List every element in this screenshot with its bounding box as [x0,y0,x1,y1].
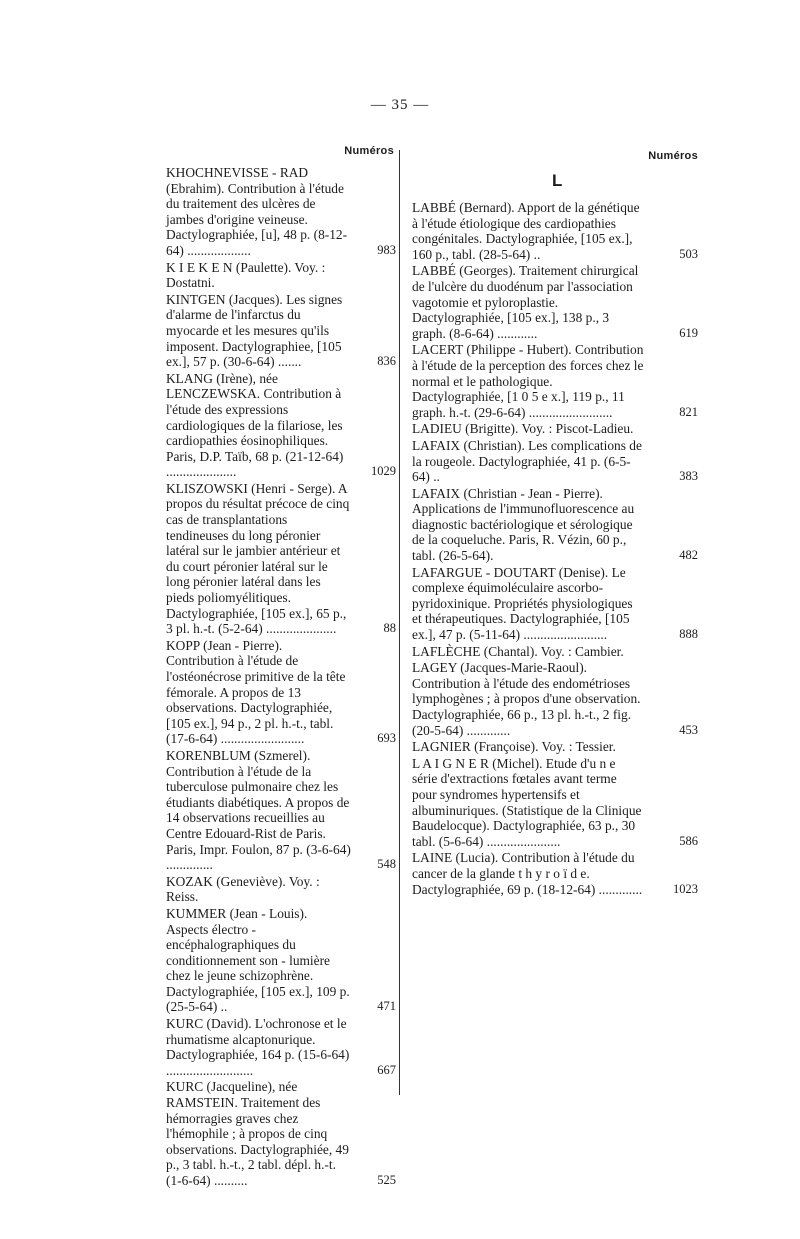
entry-kummer: KUMMER (Jean - Louis). Aspects électro - encéphalographiques du conditionnement son - lumière chez le jeune schizophrène. Dactylographiée, [105 ex.], 109 p. (25-5-64) .. 471 [166,905,396,1015]
entry-lafleche: LAFLÈCHE (Chantal). Voy. : Cambier. [412,643,624,659]
entry-number: 888 [679,627,698,642]
entry-number: 1023 [673,881,698,896]
entry-laigner: L A I G N E R (Michel). Etude d'u n e série d'extractions fœtales avant terme pour syndromes hypertensifs et albuminuriques. (Statistique de la Clinique Baudelocque). Dactylographiée, 63 p., 30 tabl. (5-6-64) ...................... 586 [412,755,698,849]
entry-kopp: KOPP (Jean - Pierre). Contribution à l'étude de l'ostéonécrose primitive de la tête fémorale. A propos de 13 observations. Dactylographiée, [105 ex.], 94 p., 2 pl. h.-t., tabl. (17-6-64) ......................... 693 [166,637,396,747]
entry-number: 548 [377,857,396,872]
entry-lacert: LACERT (Philippe - Hubert). Contribution à l'étude de la perception des forces chez le normal et le pathologique. Dactylographiée, [1 0 5 e x.], 119 p., 11 graph. h.-t. (29-6-64) ......................... 821 [412,342,698,420]
entry-number: 383 [679,469,698,484]
numeros-header-right: Numéros [648,150,698,162]
entry-number: 619 [679,325,698,340]
entry-number: 453 [679,722,698,737]
column-divider [399,150,400,1095]
entry-number: 821 [679,404,698,419]
section-letter: L [552,171,563,190]
entry-kozak: KOZAK (Geneviève). Voy. : Reiss. [166,873,320,905]
entry-kurc-david: KURC (David). L'ochronose et le rhumatisme alcaptonurique. Dactylographiée, 164 p. (15-6-64) .......................... 667 [166,1016,396,1078]
entry-kintgen: KINTGEN (Jacques). Les signes d'alarme de l'infarctus du myocarde et les mesures qu'ils imposent. Dactylographiee, [105 ex.], 57 p. (30-6-64) ....... 836 [166,291,396,370]
entry-kieken: K I E K E N (Paulette). Voy. : Dostatni. [166,259,326,291]
entry-korenblum: KORENBLUM (Szmerel). Contribution à l'étude de la tuberculose pulmonaire chez les étudiants diabétiques. A propos de 14 observations recueillies au Centre Edouard-Rist de Paris. Paris, Impr. Foulon, 87 p. (3-6-64) .............. 548 [166,747,396,873]
entry-lafaix-christian: LAFAIX (Christian). Les complications de la rougeole. Dactylographiée, 41 p. (6-5-64) .. 383 [412,437,698,485]
entry-number: 693 [377,731,396,746]
entry-number: 482 [679,548,698,563]
entry-number: 1029 [371,464,396,479]
entry-number: 503 [679,246,698,261]
entry-labbe-georges: LABBÉ (Georges). Traitement chirurgical de l'ulcère du duodénum par l'association vagotomie et pyloroplastie. Dactylographiée, [105 ex.], 138 p., 3 graph. (8-6-64) ............ 619 [412,263,698,341]
entry-klang: KLANG (Irène), née LENCZEWSKA. Contribution à l'étude des expressions cardiologiques de la filariose, les cardiopathies éosinophiliques. Paris, D.P. Taïb, 68 p. (21-12-64) ..................... 1029 [166,370,396,480]
right-entries [412,200,698,898]
entry-lagey: LAGEY (Jacques-Marie-Raoul). Contribution à l'étude des endométrioses lymphogènes ; à propos d'une observation. Dactylographiée, 66 p., 13 pl. h.-t., 2 fig. (20-5-64) ............. 453 [412,660,698,738]
entry-lafargue-doutart: LAFARGUE - DOUTART (Denise). Le complexe équimoléculaire ascorbo-pyridoxinique. Propriétés physiologiques et thérapeutiques. Dactylographiée, [105 ex.], 47 p. (5-11-64) ......................... 888 [412,564,698,643]
entry-number: 667 [377,1062,396,1077]
entry-kurc-jacqueline: KURC (Jacqueline), née RAMSTEIN. Traitement des hémorragies graves chez l'hémophile ; à propos de cinq observations. Dactylographiée, 49 p., 3 tabl. h.-t., 2 tabl. dépl. h.-t. (1-6-64) .......... 525 [166,1079,396,1188]
entry-ladieu: LADIEU (Brigitte). Voy. : Piscot-Ladieu. [412,421,634,437]
entry-lagnier: LAGNIER (Françoise). Voy. : Tessier. [412,739,616,755]
entry-number: 525 [377,1173,396,1187]
entry-labbe-bernard: LABBÉ (Bernard). Apport de la génétique à l'étude étiologique des cardiopathies congénitales. Dactylographiée, [105 ex.], 160 p., tabl. (28-5-64) .. 503 [412,200,698,262]
entry-number: 88 [383,621,396,636]
left-entries [166,165,396,1190]
entry-khochnevisse: KHOCHNEVISSE - RAD (Ebrahim). Contribution à l'étude du traitement des ulcères de jambes d'origine veineuse. Dactylographiée, [u], 48 p. (8-12-64) ................... 983 [166,165,396,258]
entry-number: 471 [377,999,396,1014]
numeros-header-left: Numéros [344,145,394,157]
entry-kliszowski: KLISZOWSKI (Henri - Serge). A propos du résultat précoce de cinq cas de transplantations tendineuses du long péronier latéral sur le jambier antérieur et du court péronier latéral sur le long péronier latéral dans les pieds poliomyélitiques. Dactylographiée, [105 ex.], 65 p., 3 pl. h.-t. (5-2-64) ..................... 88 [166,480,396,637]
entry-laine: LAINE (Lucia). Contribution à l'étude du cancer de la glande t h y r o ï d e. Dactylographiée, 69 p. (18-12-64) ............. 1023 [412,850,698,897]
entry-number: 836 [377,354,396,369]
entry-number: 983 [377,242,396,257]
entry-lafaix-christian-jean-pierre: LAFAIX (Christian - Jean - Pierre). Applications de l'immunofluorescence au diagnostic bactériologique et sérologique de la coqueluche. Paris, R. Vézin, 60 p., tabl. (26-5-64). 482 [412,485,698,564]
entry-number: 586 [679,833,698,848]
page-number: — 35 — [370,97,430,113]
